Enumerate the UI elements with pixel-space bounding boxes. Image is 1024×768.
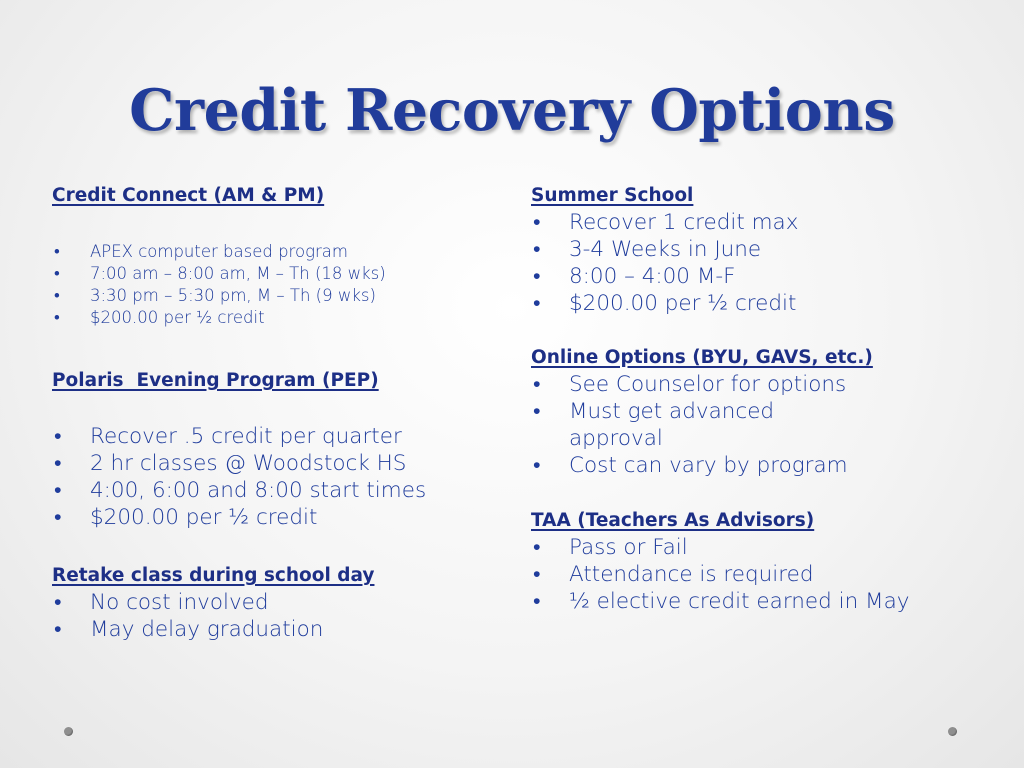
section-heading-online-options: Online Options (BYU, GAVS, etc.): [531, 347, 873, 368]
section-credit-connect: [52, 183, 492, 329]
bullet-text: May delay graduation: [90, 617, 324, 642]
list-item: [52, 423, 492, 450]
bullet-icon: •: [533, 589, 541, 614]
list-item: [531, 290, 971, 317]
bullet-icon: •: [54, 617, 62, 642]
next-slide-dot-icon[interactable]: [948, 727, 957, 736]
list-item: [52, 450, 492, 477]
bullet-icon: •: [54, 478, 62, 503]
bullet-list-polaris: [52, 423, 492, 531]
section-heading-polaris: Polaris Evening Program (PEP): [52, 370, 379, 391]
bullet-icon: •: [54, 505, 62, 530]
list-item: [531, 236, 971, 263]
list-item: [52, 263, 492, 285]
bullet-text: $200.00 per ½ credit: [90, 308, 265, 327]
list-item: [531, 561, 971, 588]
bullet-list-credit-connect: [52, 241, 492, 329]
bullet-icon: •: [54, 242, 60, 261]
list-item: [531, 398, 869, 452]
bullet-icon: •: [533, 562, 541, 587]
bullet-icon: •: [533, 453, 541, 478]
section-retake-class: [52, 563, 492, 643]
bullet-icon: •: [533, 399, 541, 424]
bullet-text: Cost can vary by program: [569, 453, 848, 478]
section-heading-summer-school: Summer School: [531, 185, 694, 206]
previous-slide-dot-icon[interactable]: [64, 727, 73, 736]
bullet-text: Recover 1 credit max: [569, 210, 799, 235]
bullet-icon: •: [54, 451, 62, 476]
section-summer-school: [531, 183, 971, 317]
list-item: [531, 263, 971, 290]
bullet-text: $200.00 per ½ credit: [90, 505, 318, 530]
bullet-text: 4:00, 6:00 and 8:00 start times: [90, 478, 427, 503]
bullet-icon: •: [533, 372, 541, 397]
bullet-text: Pass or Fail: [569, 535, 688, 560]
bullet-icon: •: [54, 424, 62, 449]
list-item: [531, 452, 971, 479]
list-item: [52, 285, 492, 307]
list-item: [52, 241, 492, 263]
bullet-text: APEX computer based program: [90, 242, 348, 261]
bullet-icon: •: [533, 535, 541, 560]
bullet-icon: •: [533, 237, 541, 262]
bullet-text: ½ elective credit earned in May: [569, 589, 910, 614]
bullet-list-retake: [52, 589, 492, 643]
bullet-list-summer-school: [531, 209, 971, 317]
bullet-text: 7:00 am – 8:00 am, M – Th (18 wks): [90, 264, 386, 283]
bullet-text: See Counselor for options: [569, 372, 847, 397]
bullet-text: $200.00 per ½ credit: [569, 291, 797, 316]
list-item: [531, 534, 971, 561]
slide-title: Credit Recovery Options: [129, 77, 895, 144]
section-taa: [531, 508, 971, 615]
list-item: [52, 616, 492, 643]
bullet-text: Attendance is required: [569, 562, 814, 587]
bullet-list-online-options: [531, 371, 971, 479]
bullet-icon: •: [54, 286, 60, 305]
bullet-text: 2 hr classes @ Woodstock HS: [90, 451, 407, 476]
section-heading-credit-connect: Credit Connect (AM & PM): [52, 185, 325, 206]
bullet-icon: •: [533, 264, 541, 289]
section-heading-taa: TAA (Teachers As Advisors): [531, 510, 815, 531]
section-polaris-evening-program: [52, 368, 492, 531]
section-online-options: [531, 345, 971, 479]
bullet-icon: •: [54, 264, 60, 283]
list-item: [531, 588, 949, 615]
bullet-text: 8:00 – 4:00 M-F: [569, 264, 736, 289]
list-item: [52, 504, 492, 531]
bullet-icon: •: [54, 590, 62, 615]
list-item: [52, 307, 492, 329]
bullet-icon: •: [533, 210, 541, 235]
bullet-text: No cost involved: [90, 590, 269, 615]
bullet-icon: •: [533, 291, 541, 316]
list-item: [52, 477, 492, 504]
bullet-text: Recover .5 credit per quarter: [90, 424, 402, 449]
section-heading-retake: Retake class during school day: [52, 565, 375, 586]
list-item: [531, 209, 971, 236]
bullet-text: 3:30 pm – 5:30 pm, M – Th (9 wks): [90, 286, 376, 305]
bullet-list-taa: [531, 534, 971, 615]
bullet-icon: •: [54, 308, 60, 327]
list-item: [531, 371, 971, 398]
bullet-text: 3-4 Weeks in June: [569, 237, 762, 262]
list-item: [52, 589, 492, 616]
bullet-text: Must get advanced approval: [569, 399, 775, 451]
